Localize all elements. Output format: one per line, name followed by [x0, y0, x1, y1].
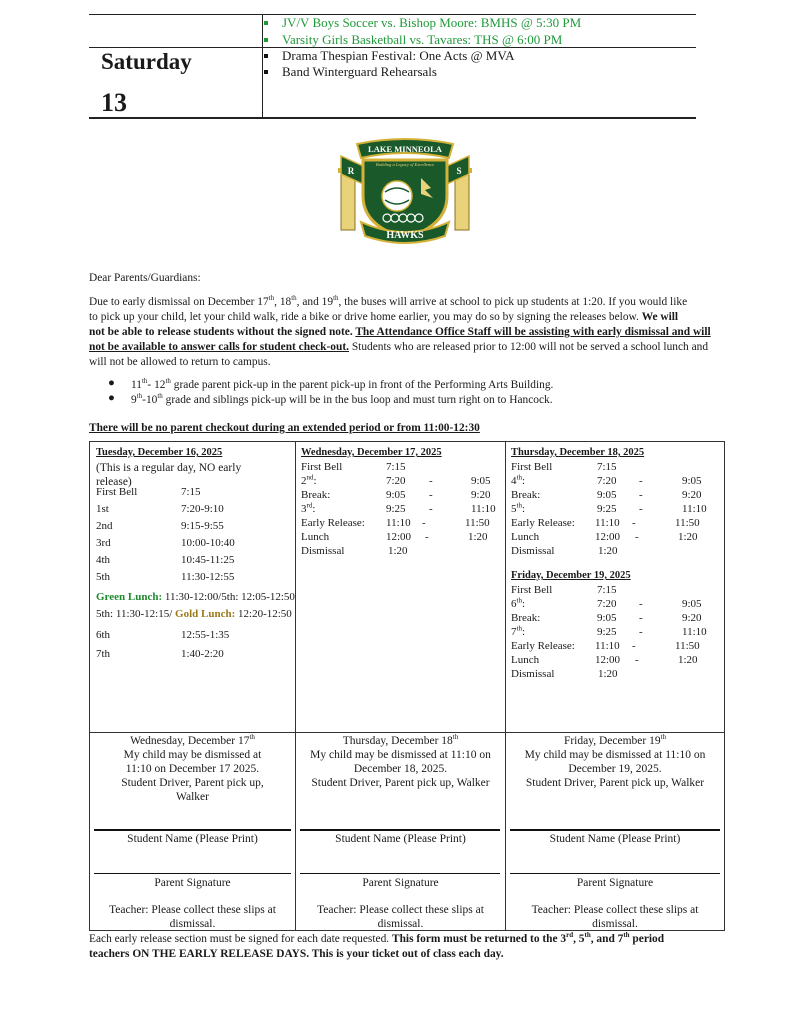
- thursday-header: Thursday, December 18, 2025: [511, 447, 645, 458]
- tuesday-lunch: Green Lunch: 11:30-12:00/5th: 12:05-12:50 5th: 11:30-12:15/ Gold Lunch: 12:20-12:50: [96, 591, 295, 620]
- student-name-label: Student Name (Please Print): [127, 833, 258, 845]
- pickup-bullet-2: 9th-10th grade and siblings pick-up will be in the bus loop and must turn right on to Hancock.: [131, 392, 553, 406]
- student-name-label: Student Name (Please Print): [335, 833, 466, 845]
- pickup-bullet-1: 11th- 12th grade parent pick-up in the parent pick-up in front of the Performing Arts Building.: [131, 377, 554, 391]
- release-slip-wednesday[interactable]: Wednesday, December 17th My child may be dismissed at 11:10 on December 17 2025. Student Driver, Parent pick up, Walker: [121, 733, 264, 803]
- grid-column-divider: [505, 442, 506, 930]
- calendar-event: Varsity Girls Basketball vs. Tavares: THS @ 6:00 PM: [264, 32, 562, 48]
- parent-signature-label: Parent Signature: [362, 877, 439, 889]
- grid-row-divider: [90, 732, 724, 733]
- letter-paragraph-line-5: will not be allowed to return to campus.: [89, 356, 271, 368]
- teacher-instruction: Teacher: Please collect these slips at dismissal.: [531, 904, 699, 930]
- parent-signature-line[interactable]: [510, 873, 720, 874]
- calendar-event: Drama Thespian Festival: One Acts @ MVA: [264, 48, 514, 64]
- bullet-dot-icon: ●: [108, 377, 115, 389]
- bullet-dot-icon: ●: [108, 392, 115, 404]
- bullet-square-icon: [264, 54, 268, 58]
- crest-left-letter: R: [347, 166, 355, 176]
- friday-column: Friday, December 19, 2025 First Bell 7:15 6th: 7:20 - 9:05 Break: 9:05 - 9:20 7th: 9:25 - 11:10 Early Release: 11:10 - 11:50 Lunch 12:00 - 1:20 Dismissal 1:20: [511, 569, 721, 679]
- teacher-instruction: Teacher: Please collect these slips at dismissal.: [109, 904, 276, 930]
- friday-header: Friday, December 19, 2025: [511, 570, 631, 581]
- bullet-square-icon: [264, 70, 268, 74]
- calendar-day-name: Saturday: [101, 49, 192, 74]
- wednesday-column: Wednesday, December 17, 2025 First Bell 7:15 2nd: 7:20 - 9:05 Break: 9:05 - 9:20 3rd: 9:25 - 11:10 Early Release: 11:10 - 11:50 Lunch 12:00 - 1:20 Dismissal 1:20: [301, 446, 501, 556]
- letter-paragraph-line-3: not be able to release students without the signed note. The Attendance Office Staff will be assisting with early dismissal and will: [89, 326, 711, 338]
- parent-signature-line[interactable]: [94, 873, 291, 874]
- calendar-event: JV/V Boys Soccer vs. Bishop Moore: BMHS @ 5:30 PM: [264, 15, 581, 31]
- release-slip-thursday[interactable]: Thursday, December 18th My child may be dismissed at 11:10 on December 18, 2025. Student Driver, Parent pick up, Walker: [310, 733, 491, 789]
- tuesday-note: (This is a regular day, NO early release): [96, 461, 242, 488]
- bullet-square-icon: [264, 21, 268, 25]
- school-crest-logo: [335, 138, 475, 244]
- crest-right-letter: S: [456, 166, 462, 176]
- release-slip-friday[interactable]: Friday, December 19th My child may be dismissed at 11:10 on December 19, 2025. Student Driver, Parent pick up, Walker: [524, 733, 706, 789]
- tuesday-column: [96, 446, 241, 489]
- letter-paragraph-line-1: Due to early dismissal on December 17th, 18th, and 19th, the buses will arrive at school to pick up students at 1:20. If you would like: [89, 294, 688, 308]
- student-name-line[interactable]: [510, 829, 720, 831]
- crest-bottom-text: HAWKS: [386, 230, 424, 241]
- letter-paragraph-line-4: not be available to answer calls for student check-out. Students who are released prior to 12:00 will not be served a school lunch and: [89, 341, 709, 353]
- letter-paragraph-line-2: to pick up your child, let your child walk, ride a bike or drive home earlier, you may do so by signing the releases below. We will: [89, 311, 679, 323]
- student-name-line[interactable]: [300, 829, 500, 831]
- tuesday-afternoon-periods: 6th 12:55-1:35 7th 1:40-2:20: [96, 629, 230, 660]
- student-name-line[interactable]: [94, 829, 291, 831]
- calendar-column-divider: [262, 14, 263, 119]
- teacher-instruction: Teacher: Please collect these slips at dismissal.: [317, 904, 484, 930]
- schedule-grid: [89, 441, 725, 931]
- calendar-table: [89, 14, 696, 119]
- thursday-column: Thursday, December 18, 2025 First Bell 7:15 4th: 7:20 - 9:05 Break: 9:05 - 9:20 5th: 9:25 - 11:10 Early Release: 11:10 - 11:50 Lunch 12:00 - 1:20 Dismissal 1:20: [511, 446, 721, 556]
- no-checkout-notice: There will be no parent checkout during an extended period or from 11:00-12:30: [89, 422, 480, 434]
- calendar-event: Band Winterguard Rehearsals: [264, 64, 437, 80]
- student-name-label: Student Name (Please Print): [549, 833, 681, 845]
- parent-signature-label: Parent Signature: [576, 877, 654, 889]
- tuesday-periods: First Bell 7:15 1st 7:20-9:10 2nd 9:15-9:55 3rd 10:00-10:40 4th 10:45-11:25 5th 11:30-12:55: [96, 486, 235, 583]
- footer-note: Each early release section must be signed for each date requested. This form must be returned to the 3rd, 5th, and 7th period teachers ON THE EARLY RELEASE DAYS. This is your ticket out of class each day.: [89, 931, 665, 960]
- wednesday-header: Wednesday, December 17, 2025: [301, 447, 442, 458]
- calendar-bottom-rule: [89, 117, 696, 119]
- crest-banner-text: LAKE MINNEOLA: [368, 144, 442, 154]
- bullet-square-icon: [264, 38, 268, 42]
- salutation: Dear Parents/Guardians:: [89, 272, 201, 284]
- crest-motto: Building a Legacy of Excellence: [375, 162, 435, 167]
- calendar-day-number: 13: [101, 88, 127, 117]
- parent-signature-label: Parent Signature: [154, 877, 231, 889]
- tuesday-header: Tuesday, December 16, 2025: [96, 447, 223, 458]
- parent-signature-line[interactable]: [300, 873, 500, 874]
